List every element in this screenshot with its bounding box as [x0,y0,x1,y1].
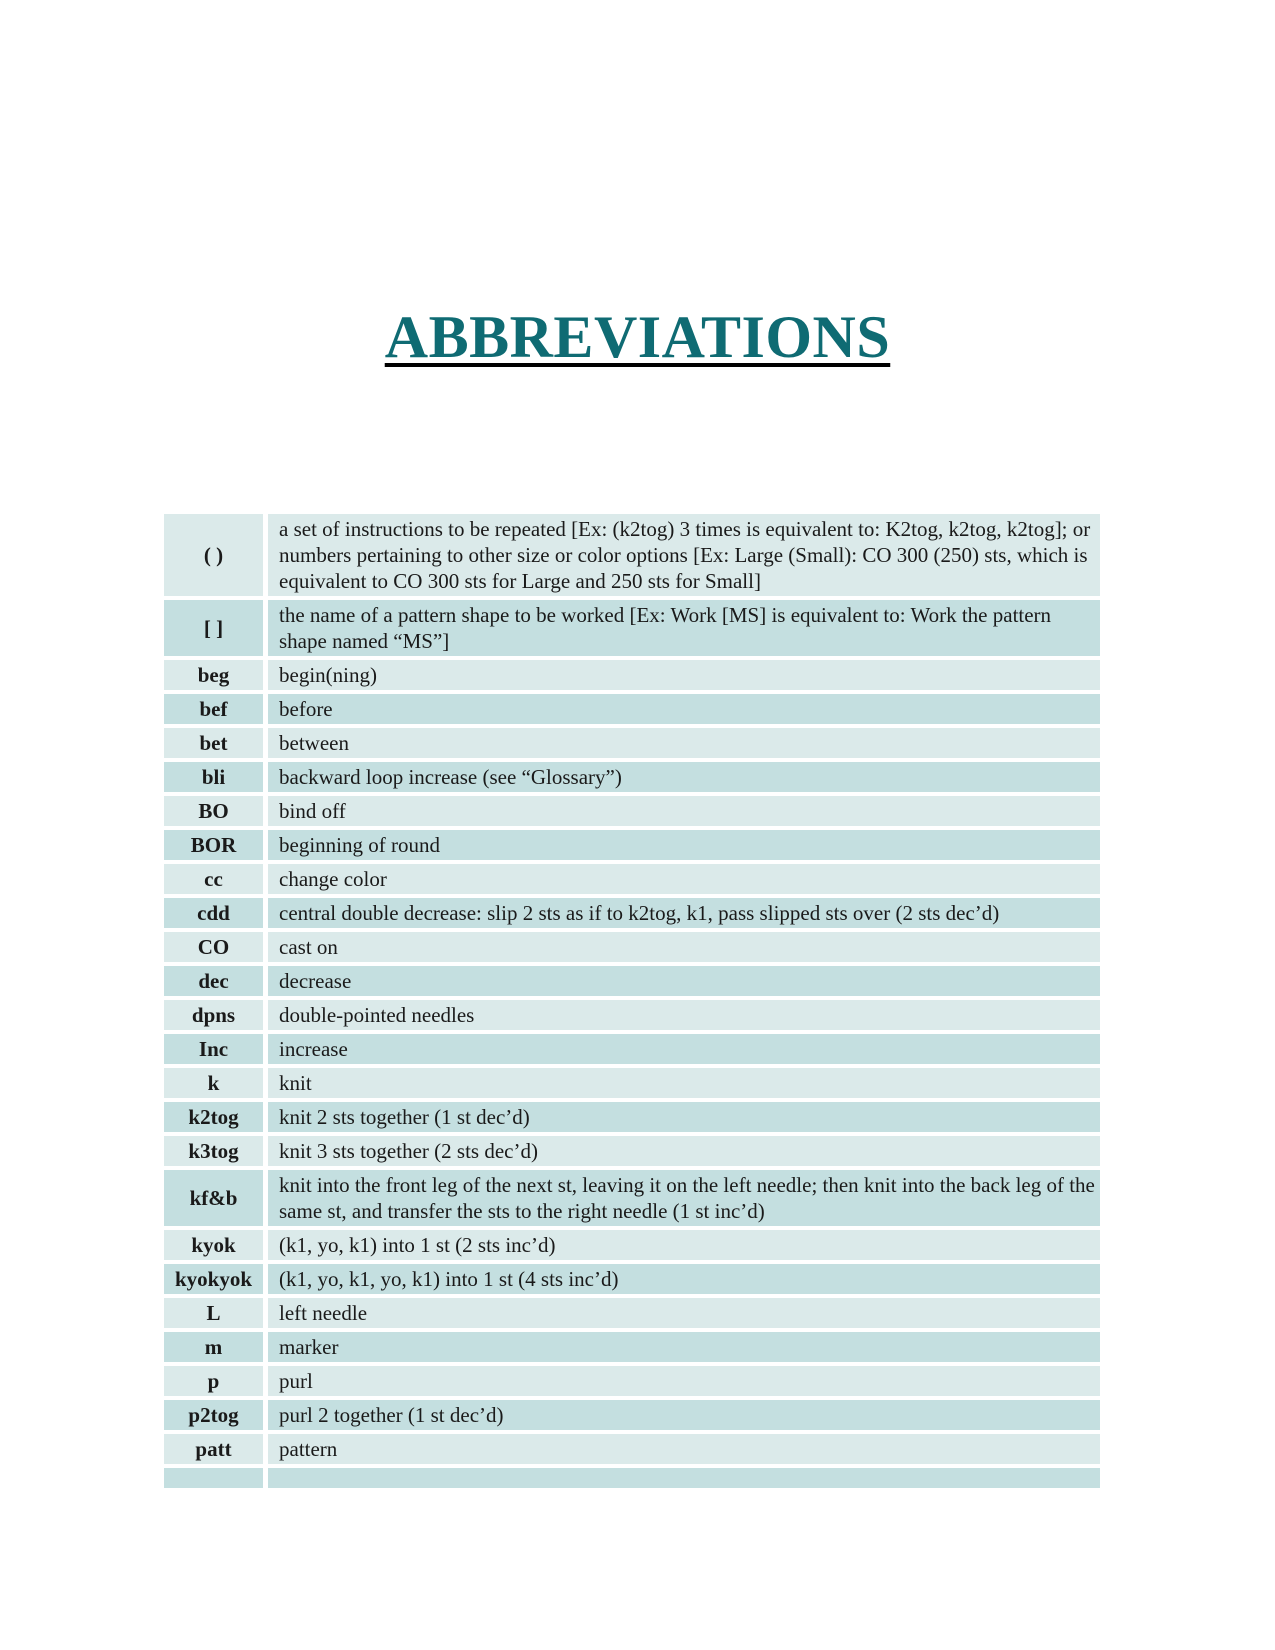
abbreviation-term: k3tog [164,1136,263,1166]
abbreviation-definition: increase [268,1034,1100,1064]
abbreviation-term: dec [164,966,263,996]
table-row [164,1102,1100,1132]
table-row [164,1034,1100,1064]
abbreviation-definition: begin(ning) [268,660,1100,690]
table-row [164,514,1100,596]
abbreviation-definition: a set of instructions to be repeated [Ex: (k2tog) 3 times is equivalent to: K2tog, k2tog, k2tog]; or numbers pertaining to other size or color options [Ex: Large (Small): CO 300 (250) sts, which is equivalent to CO 300 sts for Large and 250 sts for Small] [268,514,1100,596]
abbreviation-definition: cast on [268,932,1100,962]
table-row [164,1136,1100,1166]
table-row [164,864,1100,894]
abbreviation-term: kf&b [164,1170,263,1226]
table-row [164,1298,1100,1328]
abbreviation-term: cdd [164,898,263,928]
abbreviation-definition: purl [268,1366,1100,1396]
abbreviation-definition: purl 2 together (1 st dec’d) [268,1400,1100,1430]
abbreviation-definition: knit 3 sts together (2 sts dec’d) [268,1136,1100,1166]
abbreviation-term: cc [164,864,263,894]
abbreviations-table [159,510,1105,1492]
table-row [164,694,1100,724]
abbreviation-term: k2tog [164,1102,263,1132]
table-row [164,1332,1100,1362]
abbreviation-definition: pattern [268,1434,1100,1464]
table-row [164,1400,1100,1430]
empty-cell [268,1468,1100,1488]
abbreviation-definition: knit [268,1068,1100,1098]
abbreviation-definition: backward loop increase (see “Glossary”) [268,762,1100,792]
abbreviation-definition: (k1, yo, k1) into 1 st (2 sts inc’d) [268,1230,1100,1260]
abbreviation-definition: the name of a pattern shape to be worked [Ex: Work [MS] is equivalent to: Work the pattern shape named “MS”] [268,600,1100,656]
table-row [164,728,1100,758]
table-row [164,830,1100,860]
table-row [164,762,1100,792]
abbreviation-definition: knit 2 sts together (1 st dec’d) [268,1102,1100,1132]
table-row [164,1230,1100,1260]
table-row [164,1000,1100,1030]
abbreviation-term: kyokyok [164,1264,263,1294]
abbreviation-definition: knit into the front leg of the next st, leaving it on the left needle; then knit into the back leg of the same st, and transfer the sts to the right needle (1 st inc’d) [268,1170,1100,1226]
abbreviation-definition: change color [268,864,1100,894]
abbreviation-term: CO [164,932,263,962]
table-row [164,660,1100,690]
abbreviation-definition: left needle [268,1298,1100,1328]
abbreviation-definition: beginning of round [268,830,1100,860]
abbreviation-term: L [164,1298,263,1328]
abbreviation-definition: decrease [268,966,1100,996]
table-row [164,796,1100,826]
page-title: ABBREVIATIONS [384,304,891,370]
abbreviation-term: m [164,1332,263,1362]
abbreviation-term: bli [164,762,263,792]
abbreviation-definition: before [268,694,1100,724]
abbreviation-term: p2tog [164,1400,263,1430]
abbreviation-term: dpns [164,1000,263,1030]
abbreviation-term: k [164,1068,263,1098]
abbreviations-table-body [164,514,1100,1488]
table-row [164,932,1100,962]
empty-table-row [164,1468,1100,1488]
abbreviation-term: patt [164,1434,263,1464]
abbreviation-definition: (k1, yo, k1, yo, k1) into 1 st (4 sts inc’d) [268,1264,1100,1294]
abbreviation-term: beg [164,660,263,690]
abbreviation-definition: double-pointed needles [268,1000,1100,1030]
table-row [164,966,1100,996]
abbreviation-term: BO [164,796,263,826]
abbreviation-term: p [164,1366,263,1396]
table-row [164,1366,1100,1396]
table-row [164,600,1100,656]
abbreviation-definition: bind off [268,796,1100,826]
abbreviation-definition: central double decrease: slip 2 sts as if to k2tog, k1, pass slipped sts over (2 sts dec’d) [268,898,1100,928]
abbreviation-term: bef [164,694,263,724]
abbreviation-term: [ ] [164,600,263,656]
abbreviation-definition: marker [268,1332,1100,1362]
empty-cell [164,1468,263,1488]
table-row [164,1264,1100,1294]
abbreviation-term: kyok [164,1230,263,1260]
table-row [164,898,1100,928]
table-row [164,1434,1100,1464]
abbreviation-term: bet [164,728,263,758]
abbreviation-term: ( ) [164,514,263,596]
abbreviation-definition: between [268,728,1100,758]
abbreviation-term: BOR [164,830,263,860]
table-row [164,1170,1100,1226]
table-row [164,1068,1100,1098]
abbreviation-term: Inc [164,1034,263,1064]
